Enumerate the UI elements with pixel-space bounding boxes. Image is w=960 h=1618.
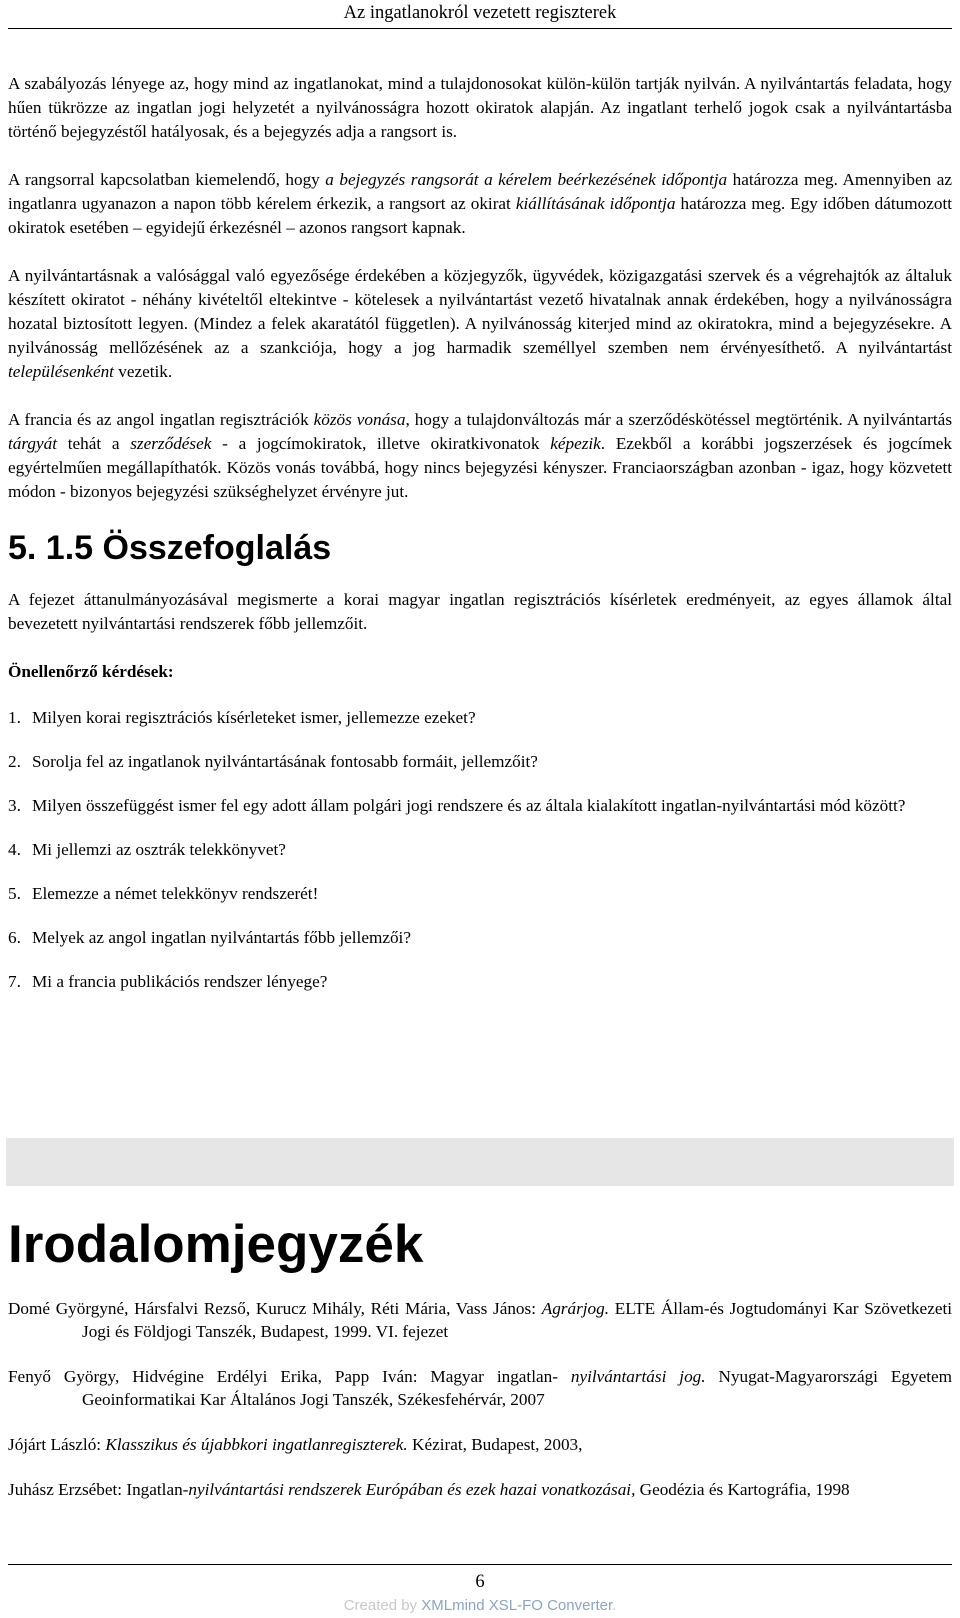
paragraph-registry-principle: A szabályozás lényege az, hogy mind az ingatlanokat, mind a tulajdonosokat külön-külön tartják nyilván. A nyilvántartás feladata, hogy hűen tükrözze az ingatlan jogi helyzetét a nyilvánosságra hozott okiratok alapján. Az ingatlant terhelő jogok csak a nyilvántartásba történő bejegyzéstől hatályosak, és a bejegyzés adja a rangsort is. [8,74,952,141]
list-item: 2. Sorolja fel az ingatlanok nyilvántartásának fontosabb formáit, jellemzőit? [8,752,538,771]
main-content [8,72,952,1014]
paragraph-french-english: A francia és az angol ingatlan regisztrációk közös vonása, hogy a tulajdonváltozás már a szerződéskötéssel megtörténik. A nyilvántartás tárgyát tehát a szerződések - a jogcímokiratok, illetve okiratkivonatok képezik. Ezekből a korábbi jogszerzések és jogcímek egyértelműen megállapíthatók. Közös vonás továbbá, hogy nincs bejegyzési kényszer. Franciaországban azonban - igaz, hogy közvetett módon - bizonyos bejegyzési szükséghelyzet érvényre jut. [8,410,953,501]
bibliography-entry: Jójárt László: Klasszikus és újabbkori ingatlanregiszterek. Kézirat, Budapest, 2003, [8,1435,583,1454]
paragraph-ranking: A rangsorral kapcsolatban kiemelendő, hogy a bejegyzés rangsorát a kérelem beérkezésének időpontja határozza meg. Amennyiben az ingatlanra ugyanazon a napon több kérelem érkezik, a rangsort az okirat kiállításának időpontja határozza meg. Egy időben dátumozott okiratok esetében – egyidejű érkezésnél – azonos rangsort kapnak. [8,170,953,237]
list-item: 5. Elemezze a német telekkönyv rendszerét! [8,884,319,903]
page-number: 6 [475,1572,485,1592]
summary-text: A fejezet áttanulmányozásával megismerte a korai magyar ingatlan regisztrációs kísérletek eredményeit, az egyes államok által bevezetett nyilvántartási rendszerek főbb jellemzőit. [8,590,952,633]
self-check-questions [8,706,952,993]
generator-credit: Created by XMLmind XSL-FO Converter. [343,1597,617,1614]
bibliography-entry: Juhász Erzsébet: Ingatlan-nyilvántartási rendszerek Európában és ezek hazai vonatkozásai, Geodézia és Kartográfia, 1998 [8,1480,850,1499]
self-check-title: Önellenőrző kérdések: [8,662,174,681]
generator-link[interactable]: XMLmind XSL-FO Converter [421,1597,613,1614]
footer-rule [8,1564,952,1565]
section-divider-band [6,1138,954,1186]
bibliography-entry: Domé Györgyné, Hársfalvi Rezső, Kurucz Mihály, Réti Mária, Vass János: Agrárjog. ELTE Állam-és Jogtudományi Kar Szövetkezeti Jogi és Földjogi Tanszék, Budapest, 1999. VI. fejezet [8,1299,952,1341]
list-item: 6. Melyek az angol ingatlan nyilvántartás főbb jellemzői? [8,928,411,947]
bibliography-list [8,1297,952,1523]
list-item: 7. Mi a francia publikációs rendszer lényege? [8,972,328,991]
list-item: 1. Milyen korai regisztrációs kísérleteket ismer, jellemezze ezeket? [8,708,476,727]
chapter-heading-bibliography: Irodalomjegyzék [8,1215,424,1274]
list-item: 3. Milyen összefüggést ismer fel egy adott állam polgári jogi rendszere és az általa kialakított ingatlan-nyilvántartási mód között? [8,796,906,815]
list-item: 4. Mi jellemzi az osztrák telekkönyvet? [8,840,286,859]
paragraph-publicity: A nyilvántartásnak a valósággal való egyezősége érdekében a közjegyzők, ügyvédek, közigazgatási szervek és a végrehajtók az általuk készített okiratot - néhány kivételtől eltekintve - kötelesek a nyilvántartást vezető hivatalnak annak érdekében, hogy a nyilvánosságra hozatal biztosított legyen. (Mindez a felek akaratától független). A nyilvánosság kiterjed mind az okiratokra, mind a bejegyzésekre. A nyilvánosság mellőzésének az a szankciója, hogy a jog harmadik személlyel szemben nem érvényesíthető. A nyilvántartást településenként vezetik. [8,266,952,381]
bibliography-entry: Fenyő György, Hidvégine Erdélyi Erika, Papp Iván: Magyar ingatlan- nyilvántartási jog. Nyugat-Magyarországi Egyetem Geoinformatikai Kar Általános Jogi Tanszék, Székesfehérvár, 2007 [8,1367,952,1409]
section-heading-summary: 5. 1.5 Összefoglalás [8,529,332,567]
running-header: Az ingatlanokról vezetett regiszterek [8,0,952,29]
